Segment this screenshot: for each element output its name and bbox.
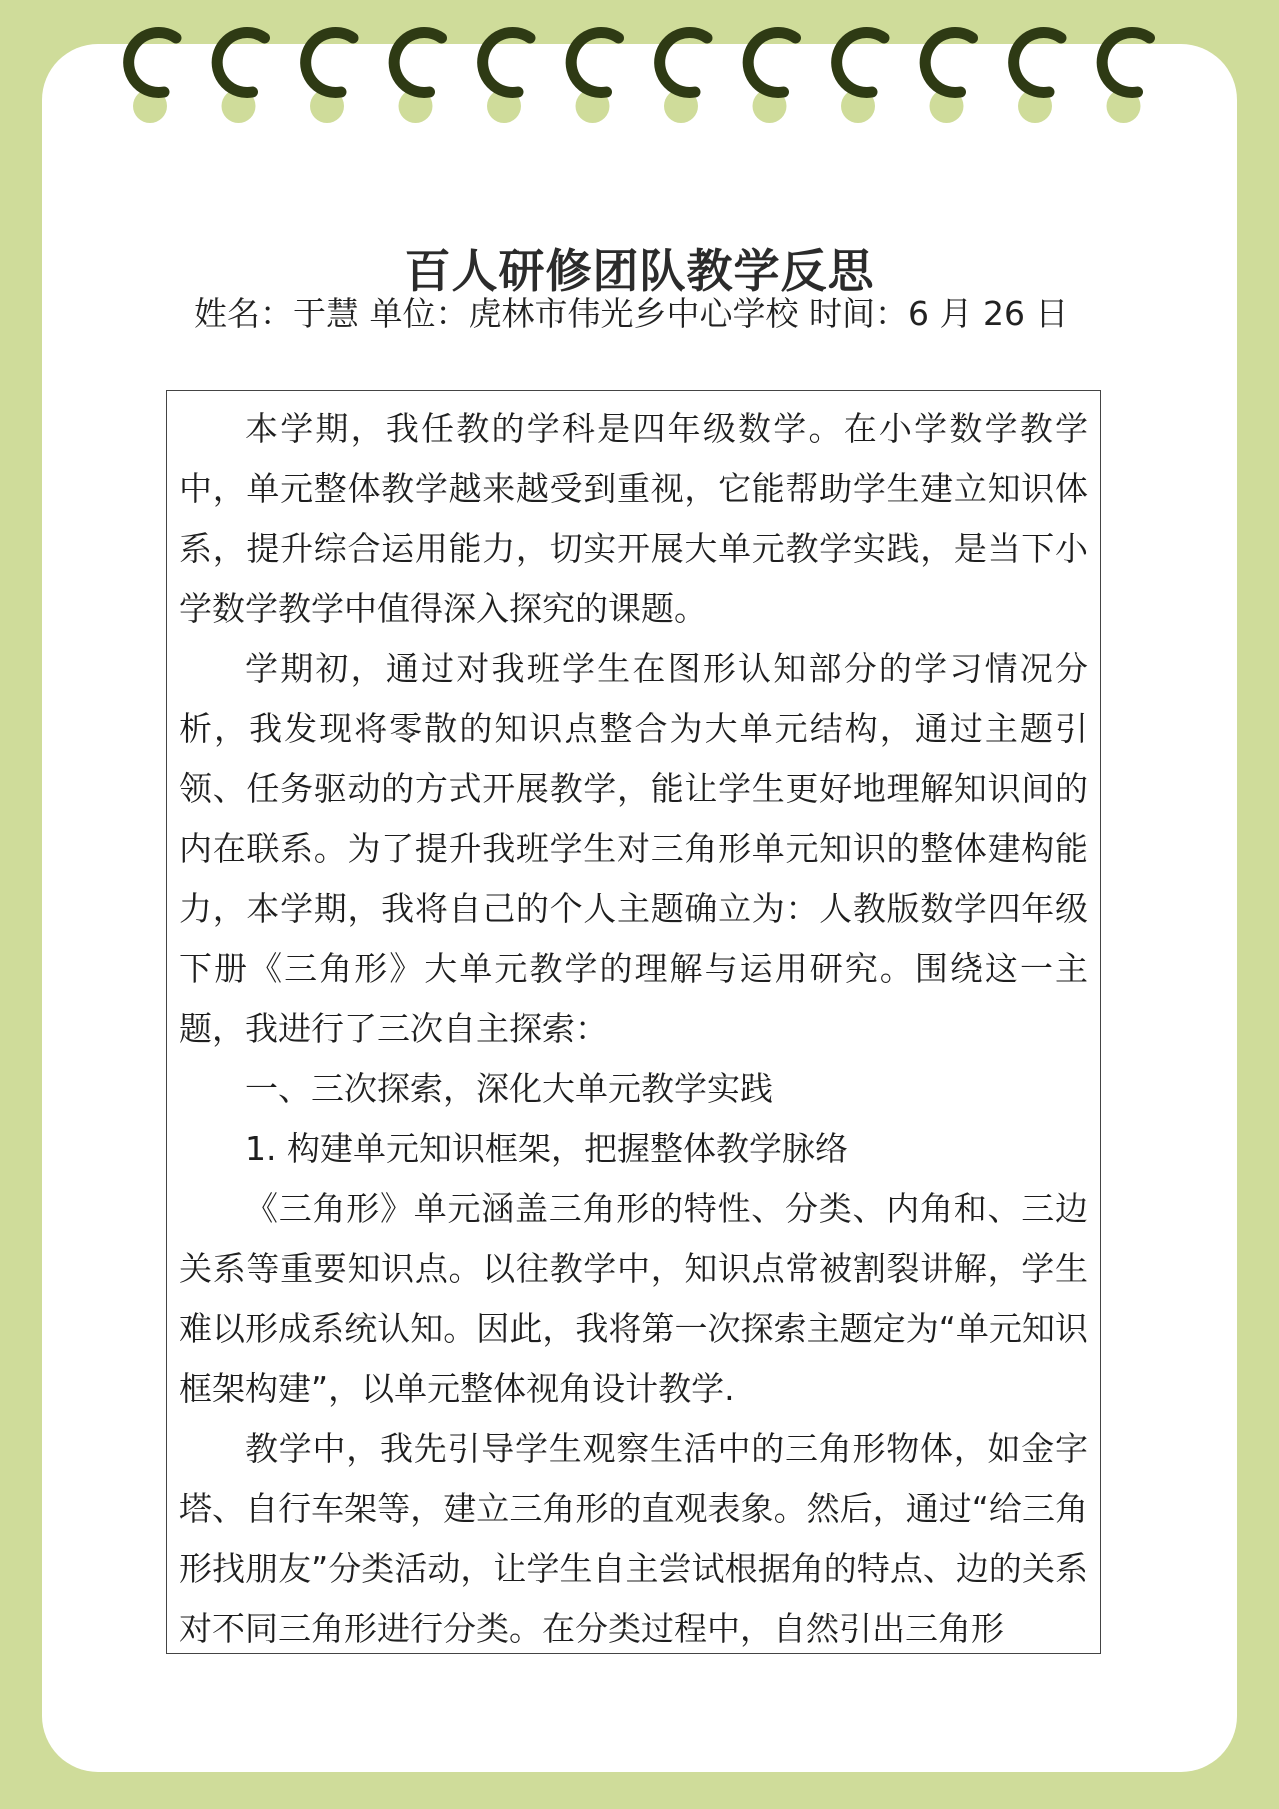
section-heading: 一、三次探索，深化大单元教学实践	[245, 1069, 773, 1108]
reflection-text-box	[166, 390, 1101, 1654]
subsection-heading: 1. 构建单元知识框架，把握整体教学脉络	[245, 1129, 848, 1168]
author-info: 姓名：于慧 单位：虎林市伟光乡中心学校 时间：6 月 26 日	[194, 294, 1069, 333]
paragraph-analysis: 学期初，通过对我班学生在图形认知部分的学习情况分析，我发现将零散的知识点整合为大单元结构，通过主题引领、任务驱动的方式开展教学，能让学生更好地理解知识间的内在联系。为了提升我班学生对三角形单元知识的整体建构能力，本学期，我将自己的个人主题确立为：人教版数学四年级下册《三角形》大单元教学的理解与运用研究。围绕这一主题，我进行了三次自主探索：	[179, 649, 1088, 1048]
paragraph-framework: 《三角形》单元涵盖三角形的特性、分类、内角和、三边关系等重要知识点。以往教学中，知识点常被割裂讲解，学生难以形成系统认知。因此，我将第一次探索主题定为“单元知识框架构建”，以单元整体视角设计教学.	[179, 1189, 1088, 1408]
paragraph-intro: 本学期，我任教的学科是四年级数学。在小学数学教学中，单元整体教学越来越受到重视，它能帮助学生建立知识体系，提升综合运用能力，切实开展大单元教学实践，是当下小学数学教学中值得深入探究的课题。	[179, 409, 1088, 628]
paragraph-teaching: 教学中，我先引导学生观察生活中的三角形物体，如金字塔、自行车架等，建立三角形的直观表象。然后，通过“给三角形找朋友”分类活动，让学生自主尝试根据角的特点、边的关系对不同三角形进行分类。在分类过程中，自然引出三角形	[179, 1429, 1088, 1648]
page-title: 百人研修团队教学反思	[404, 243, 875, 298]
